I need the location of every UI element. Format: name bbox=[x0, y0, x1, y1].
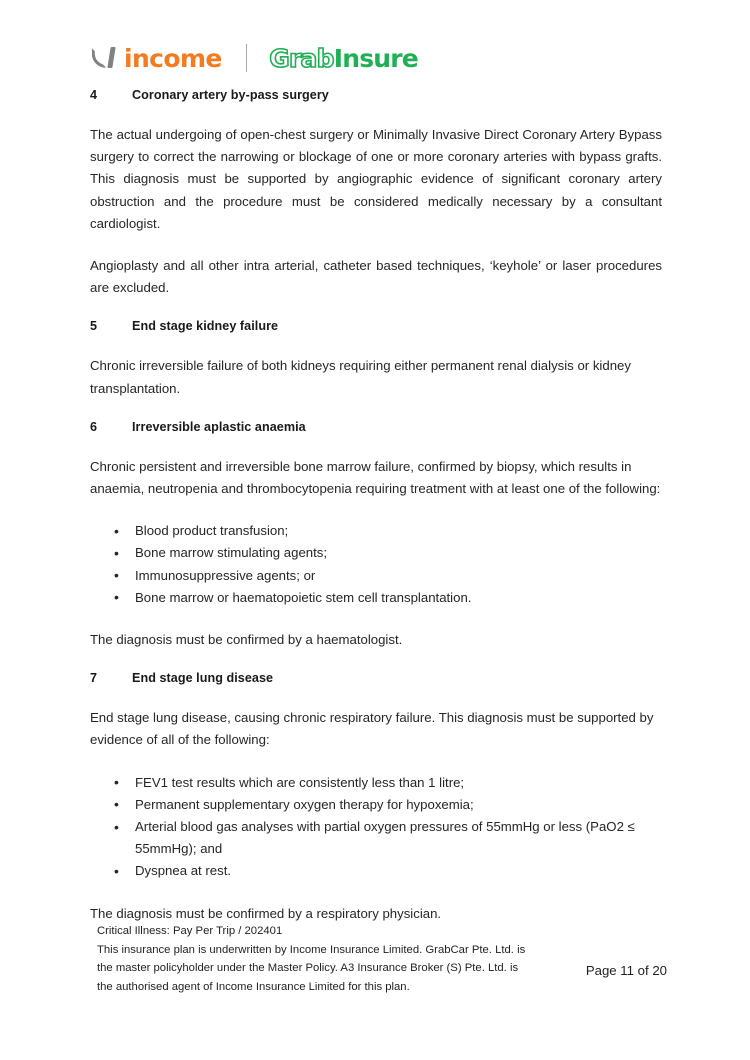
section-heading-5 bbox=[90, 319, 662, 333]
footer-disclaimer-line-2: the master policyholder under the Master Policy. A3 Insurance Broker (S) Pte. Ltd. is bbox=[97, 962, 519, 975]
section-7-bullet-list bbox=[90, 772, 662, 883]
section-4-paragraph-1: The actual undergoing of open-chest surgery or Minimally Invasive Direct Coronary Artery Bypass surgery to correct the narrowing or blockage of one or more coronary arteries with bypass grafts. This diagnosis must be supported by angiographic evidence of significant coronary artery obstruction and the procedure must be considered medically necessary by a consultant cardiologist. bbox=[90, 127, 662, 231]
grab-wordmark: Grab bbox=[269, 43, 334, 73]
list-item: • FEV1 test results which are consistently less than 1 litre; bbox=[90, 772, 662, 794]
footer-disclaimer-line-1: This insurance plan is underwritten by Income Insurance Limited. GrabCar Pte. Ltd. is bbox=[97, 943, 526, 956]
section-number: 5 bbox=[90, 319, 98, 334]
list-item: • Bone marrow or haematopoietic stem cell transplantation. bbox=[90, 587, 662, 609]
list-item: • Arterial blood gas analyses with partial oxygen pressures of 55mmHg or less (PaO2 ≤ 55mmHg); and bbox=[90, 816, 662, 860]
page-number: Page 11 of 20 bbox=[585, 963, 667, 979]
insure-wordmark: Insure bbox=[333, 43, 418, 73]
footer-document-reference: Critical Illness: Pay Per Trip / 202401 bbox=[97, 925, 283, 937]
document-body bbox=[90, 88, 662, 925]
section-heading-6 bbox=[90, 420, 662, 434]
section-7-intro: End stage lung disease, causing chronic respiratory failure. This diagnosis must be supported by evidence of all of the following: bbox=[90, 710, 654, 748]
section-5-paragraph-1: Chronic irreversible failure of both kidneys requiring either permanent renal dialysis or kidney transplantation. bbox=[90, 358, 631, 396]
logo-divider-icon bbox=[246, 44, 248, 72]
grabinsure-logo bbox=[269, 43, 418, 73]
section-number: 7 bbox=[90, 671, 98, 686]
income-logo bbox=[92, 42, 222, 74]
list-item: • Dyspnea at rest. bbox=[90, 860, 662, 882]
section-6-closing: The diagnosis must be confirmed by a haematologist. bbox=[90, 632, 403, 648]
list-item: • Permanent supplementary oxygen therapy for hypoxemia; bbox=[90, 794, 662, 816]
section-title: End stage kidney failure bbox=[132, 319, 279, 334]
list-item: • Blood product transfusion; bbox=[90, 520, 662, 542]
section-7-closing: The diagnosis must be confirmed by a respiratory physician. bbox=[90, 905, 442, 921]
page-header bbox=[92, 38, 418, 78]
income-wordmark: income bbox=[124, 43, 222, 73]
income-swoosh-icon bbox=[92, 47, 118, 69]
section-title: Coronary artery by-pass surgery bbox=[132, 88, 329, 102]
section-6-bullet-list bbox=[90, 520, 662, 609]
section-title: Irreversible aplastic anaemia bbox=[132, 419, 306, 434]
section-4-paragraph-2: Angioplasty and all other intra arterial, catheter based techniques, ‘keyhole’ or laser procedures are excluded. bbox=[90, 258, 662, 296]
footer-disclaimer-line-3: the authorised agent of Income Insurance Limited for this plan. bbox=[97, 980, 410, 993]
list-item: • Bone marrow stimulating agents; bbox=[90, 542, 662, 564]
section-6-intro: Chronic persistent and irreversible bone marrow failure, confirmed by biopsy, which results in anaemia, neutropenia and thrombocytopenia requiring treatment with at least one of the following: bbox=[90, 458, 661, 497]
list-item: • Immunosuppressive agents; or bbox=[90, 565, 662, 587]
section-number: 4 bbox=[90, 88, 98, 102]
section-number: 6 bbox=[90, 419, 98, 434]
section-title: End stage lung disease bbox=[132, 671, 274, 686]
section-heading-4 bbox=[90, 88, 662, 102]
footer-disclaimer bbox=[97, 922, 525, 996]
section-heading-7 bbox=[90, 671, 662, 685]
page-footer bbox=[97, 922, 667, 996]
